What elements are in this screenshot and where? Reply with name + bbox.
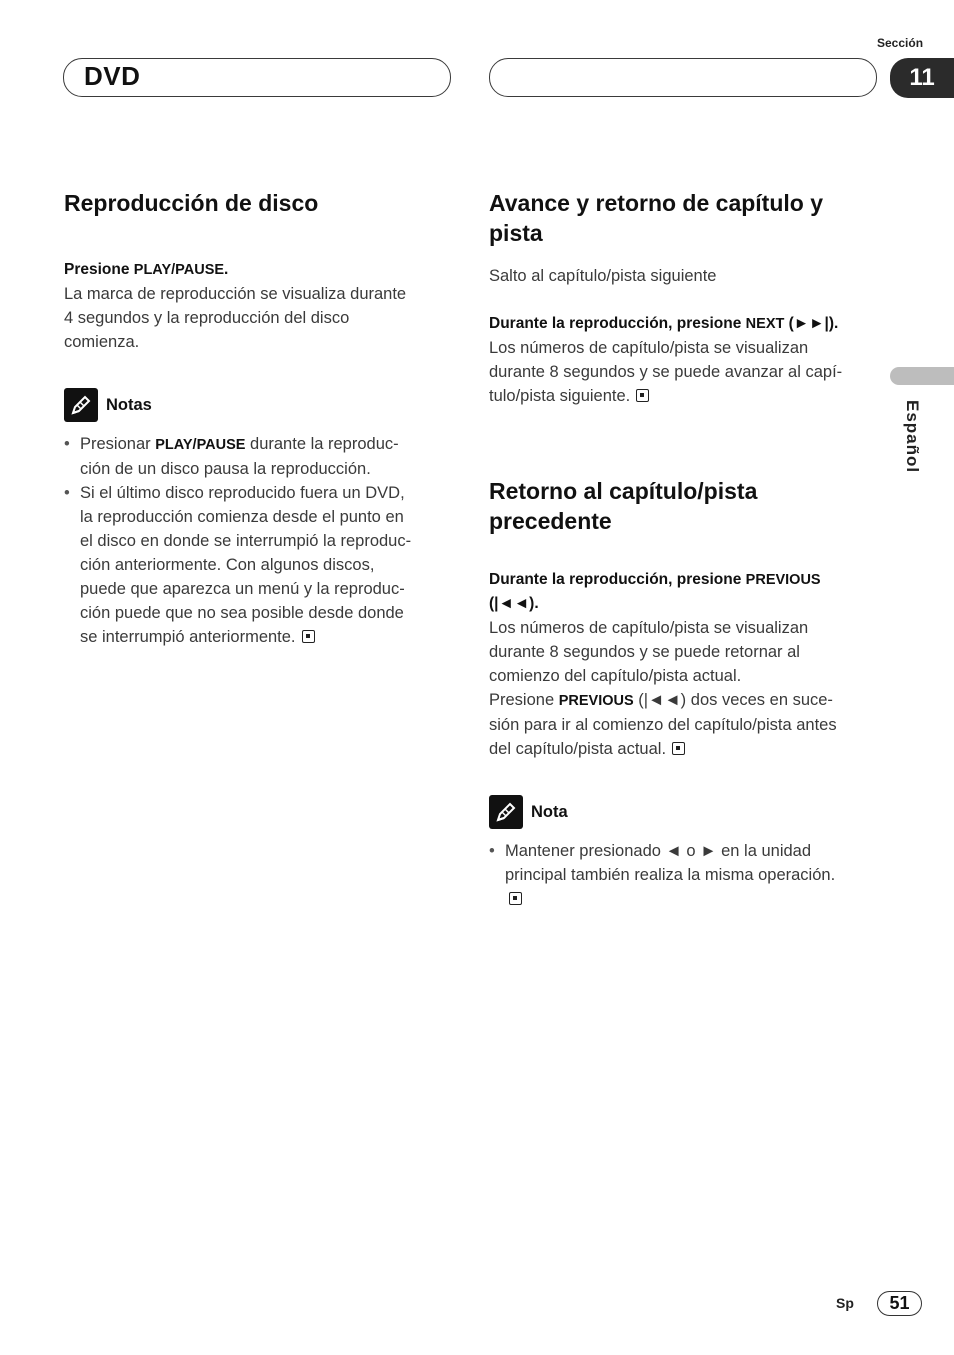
notes-list [64,432,454,649]
next-key: NEXT [745,316,785,332]
end-mark-icon [636,389,649,402]
left-column [64,188,454,649]
note-text: principal también realiza la misma operación. [505,866,836,884]
note-text: Presionar [80,435,156,453]
text-line: del capítulo/pista actual. [489,740,667,758]
instruction-previous [489,568,881,616]
end-mark-icon [509,892,522,905]
note-text: ción puede que no sea posible desde donde [80,604,404,622]
header-left-frame [63,58,451,97]
note-text: Mantener presionado ◄ o ► en la unidad [505,842,812,860]
instruction-next [489,312,881,336]
note-header [489,795,881,829]
play-description [64,282,454,354]
note-text: puede que aparezca un menú y la reproduc- [80,580,405,598]
press-prefix: Presione [489,691,559,709]
instruction-play [64,258,454,282]
pencil-icon [64,388,98,422]
instruction-prefix: Durante la reproducción, presione [489,315,746,332]
note-item: • Si el último disco reproducido fuera un DVD, la reproducción comienza desde el punto en el disco en donde se interrumpió la reproduc- ción anteriormente. Con algunos discos, puede que aparezca un menú y la reproduc- ción puede que no sea posible desde donde se interrumpió anteriormente. [64,484,412,646]
chapter-title: DVD [84,61,141,91]
end-mark-icon [302,630,315,643]
section-number-tab: 11 [890,58,954,98]
heading-line: pista [489,220,543,246]
note-text: ción anteriormente. Con algunos discos, [80,556,375,574]
text-line: comienza. [64,333,140,351]
notes-title: Notas [106,395,152,414]
text-line: comienzo del capítulo/pista actual. [489,667,742,685]
previous-key: PREVIOUS [745,572,821,588]
text-line-with-mark [489,384,881,408]
instruction-suffix: . [224,261,229,278]
heading-line: precedente [489,508,612,534]
note-text: durante la reproduc- [245,435,399,453]
text-line: Los números de capítulo/pista se visualizan [489,339,809,357]
header-right-frame [489,58,877,97]
section-label: Sección [877,36,924,50]
note-title: Nota [531,802,568,821]
text-line: durante 8 segundos y se puede avanzar al capí- [489,363,843,381]
page-number: 51 [877,1291,922,1316]
note-text: el disco en donde se interrumpió la reproduc- [80,532,412,550]
note-text: la reproducción comienza desde el punto en [80,508,404,526]
text-line [489,688,881,713]
note-item: • Mantener presionado ◄ o ► en la unidad principal también realiza la misma operación. [489,839,881,911]
heading-reproduccion: Reproducción de disco [64,190,319,216]
play-pause-key: PLAY/PAUSE [155,437,246,453]
text-line: La marca de reproducción se visualiza durante [64,285,407,303]
heading-line: Retorno al capítulo/pista [489,478,758,504]
right-column [489,188,881,911]
previous-key: PREVIOUS [558,693,634,709]
note-item: • Presionar PLAY/PAUSE durante la reproduc- ción de un disco pausa la reproducción. [64,435,399,478]
text-line-with-mark [489,737,881,761]
instruction-prefix: Presione [64,261,134,278]
note-text: Si el último disco reproducido fuera un DVD, [80,484,405,502]
footer-lang-code: Sp [836,1295,854,1311]
next-description [489,336,881,408]
text-line: Los números de capítulo/pista se visualizan [489,619,809,637]
heading-line: Avance y retorno de capítulo y [489,190,824,216]
language-label: Español [903,400,922,474]
text-line: 4 segundos y la reproducción del disco [64,309,350,327]
play-pause-key: PLAY/PAUSE [133,262,225,278]
language-tab-bar [890,367,954,385]
instruction-suffix: (|◄◄). [489,595,539,612]
instruction-prefix: Durante la reproducción, presione [489,571,746,588]
text-line: durante 8 segundos y se puede retornar al [489,643,800,661]
note-list [489,839,881,911]
heading-retorno [489,476,881,536]
press-text: (|◄◄) dos veces en suce- [633,691,833,709]
text-line: tulo/pista siguiente. [489,387,631,405]
pencil-icon [489,795,523,829]
note-text: ción de un disco pausa la reproducción. [80,460,371,478]
instruction-suffix: (►►|). [784,315,839,332]
note-text: se interrumpió anteriormente. [80,628,296,646]
notes-header [64,388,454,422]
text-line: sión para ir al comienzo del capítulo/pista antes [489,716,837,734]
previous-description [489,616,881,761]
subtitle-next: Salto al capítulo/pista siguiente [489,267,717,285]
end-mark-icon [672,742,685,755]
heading-avance [489,188,881,248]
